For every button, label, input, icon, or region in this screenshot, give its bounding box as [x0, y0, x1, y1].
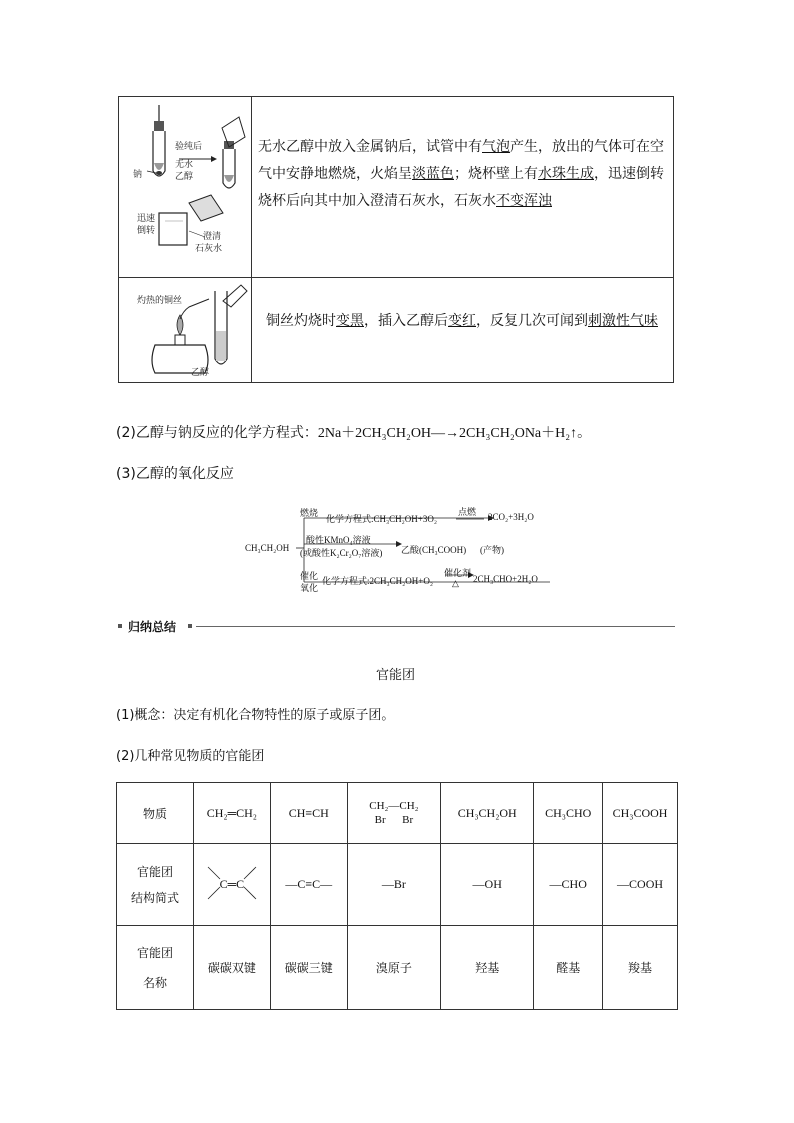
table-cell: CH₃CHO	[534, 783, 603, 844]
condition-kmno4: 酸性KMnO₄溶液	[306, 535, 371, 545]
common-groups-title: (2)几种常见物质的官能团	[116, 749, 265, 764]
arrow-label-catalyst: 催化剂	[444, 568, 472, 578]
table-cell: 溴原子	[347, 926, 440, 1010]
table-cell: —OH	[441, 844, 534, 926]
label-hot-copper-wire: 灼热的铜丝	[137, 296, 183, 306]
condition-k2cr2o7: (或酸性K₂Cr₂O₇溶液)	[300, 548, 383, 558]
combustion-product: 2CO₂+3H₂O	[488, 512, 534, 522]
table-cell: 羟基	[441, 926, 534, 1010]
label-anhydrous: 无水	[175, 160, 194, 170]
table-cell: —COOH	[603, 844, 678, 926]
sodium-experiment-description: 无水乙醇中放入金属钠后，试管中有气泡产生，放出的气体可在空气中安静地燃烧，火焰呈淡蓝色；烧杯壁上有水珠生成，迅速倒转烧杯后向其中加入澄清石灰水，石灰水不变浑浊	[258, 139, 664, 209]
label-ethanol-1: 乙醇	[175, 172, 194, 182]
summary-divider	[196, 626, 675, 627]
table-row	[117, 844, 678, 926]
table-header-name: 官能团 名称	[117, 926, 194, 1010]
arrow-label-ignite: 点燃	[458, 507, 477, 517]
table-cell: —Br	[347, 844, 440, 926]
combustion-equation: 化学方程式:CH₃CH₂OH+3O₂	[326, 514, 437, 524]
dibromoethane-bottom: Br Br	[374, 814, 414, 826]
dibromoethane-top: CH₂―CH₂	[369, 800, 419, 812]
sodium-reaction-equation: (2)乙醇与钠反应的化学方程式：2Na＋2CH₃CH₂OH―→2CH₃CH₂ONa＋H₂↑。	[116, 425, 592, 441]
label-sodium: 钠	[133, 170, 143, 180]
catalytic-equation: 化学方程式:2CH₃CH₂OH+O₂	[322, 576, 433, 586]
condition-oxidation: 氧化	[300, 583, 319, 593]
table-cell: 醛基	[534, 926, 603, 1010]
label-quick: 迅速	[137, 214, 156, 224]
table-cell: 羧基	[603, 926, 678, 1010]
concept-line: (1)概念：决定有机化合物特性的原子或原子团。	[116, 708, 395, 723]
label-clear: 澄清	[203, 232, 222, 242]
experiment-table	[118, 96, 674, 383]
table-header-substance: 物质	[117, 783, 194, 844]
condition-combustion: 燃烧	[300, 508, 319, 518]
sodium-ethanol-apparatus-figure	[129, 103, 247, 268]
condition-catalytic: 催化	[300, 571, 319, 581]
functional-group-title: 官能团	[376, 668, 416, 683]
table-cell: —CHO	[534, 844, 603, 926]
label-invert: 倒转	[137, 226, 156, 236]
table-cell	[347, 783, 440, 844]
label-check-purity: 验纯后	[175, 142, 203, 152]
table-row	[117, 783, 678, 844]
table-cell: CH₃COOH	[603, 783, 678, 844]
table-header-structure: 官能团 结构简式	[117, 844, 194, 926]
catalytic-product: 2CH₃CHO+2H₂O	[473, 574, 538, 584]
oxidation-heading: (3)乙醇的氧化反应	[116, 466, 234, 482]
table-cell: CH₃CH₂OH	[441, 783, 534, 844]
functional-group-table	[116, 782, 678, 1010]
column-divider	[251, 97, 252, 382]
acetic-acid-product: 乙酸(CH₃COOH)	[401, 545, 467, 555]
summary-title: 归纳总结	[128, 620, 177, 634]
arrow-label-heat: △	[452, 578, 459, 588]
table-cell: 碳碳三键	[270, 926, 347, 1010]
summary-bullet-left	[118, 624, 122, 628]
table-cell: 碳碳双键	[193, 926, 270, 1010]
table-cell: CH≡CH	[270, 783, 347, 844]
copper-experiment-description: 铜丝灼烧时变黑，插入乙醇后变红，反复几次可闻到刺激性气味	[266, 313, 658, 329]
table-cell: —C≡C—	[270, 844, 347, 926]
double-bond-text: C═C	[219, 877, 245, 891]
table-cell: CH₂═CH₂	[193, 783, 270, 844]
table-row	[117, 926, 678, 1010]
summary-bullet-right	[188, 624, 192, 628]
table-cell	[193, 844, 270, 926]
label-limewater: 石灰水	[195, 244, 223, 254]
product-note: (产物)	[480, 545, 504, 555]
reactant-ethanol: CH₃CH₂OH	[245, 543, 290, 553]
label-ethanol-2: 乙醇	[191, 368, 210, 378]
